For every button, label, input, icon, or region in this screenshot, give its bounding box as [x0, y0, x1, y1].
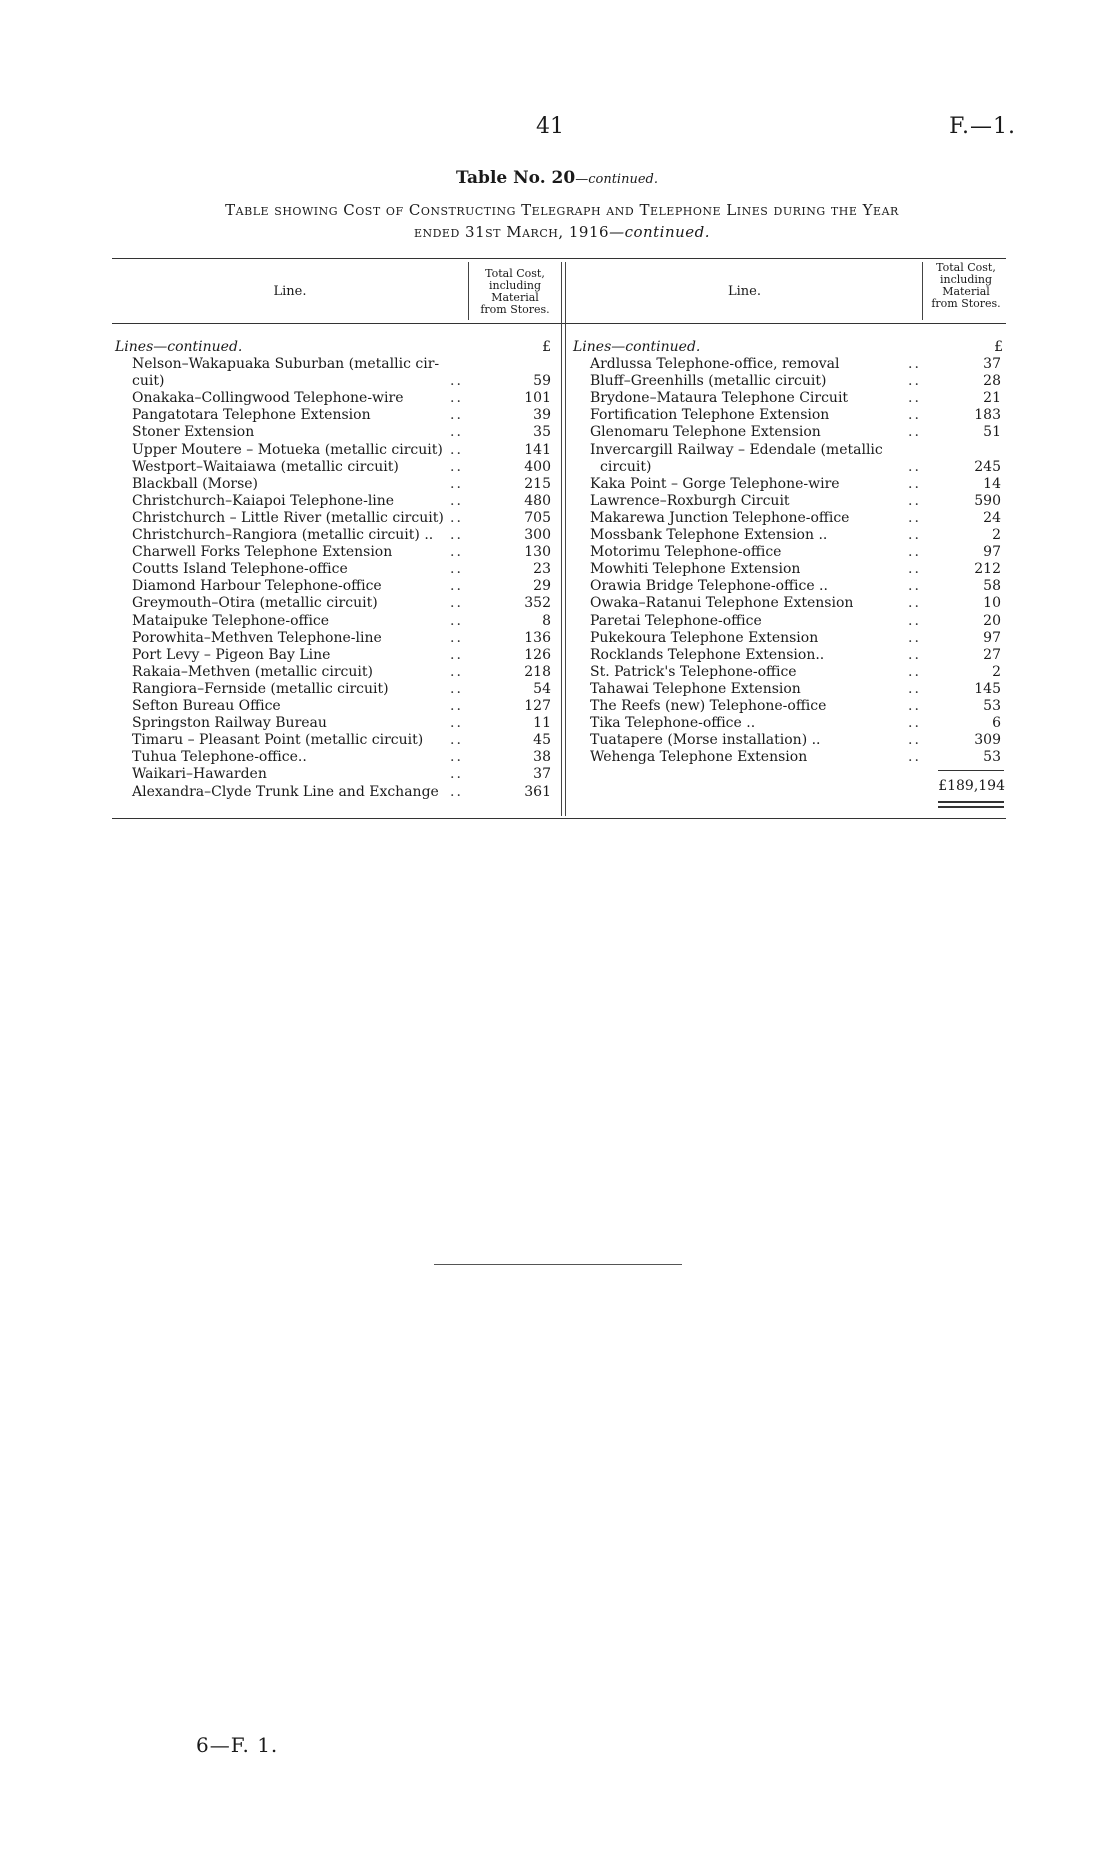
row-line-name: Christchurch–Kaiapoi Telephone-line	[132, 492, 395, 509]
row-line-name: Pukekoura Telephone Extension	[590, 629, 819, 646]
left-line-header: Line.	[273, 284, 307, 299]
row-line-name: cuit)	[132, 373, 165, 390]
row-cost-value: 24	[983, 509, 1001, 526]
table-row	[590, 715, 1005, 732]
row-leader-dots: ..	[450, 629, 463, 646]
row-cost-value: 37	[533, 766, 551, 783]
row-line-name: Glenomaru Telephone Extension	[590, 424, 821, 441]
table-row	[590, 698, 1005, 715]
row-leader-dots: ..	[908, 492, 921, 509]
row-line-name: Tuhua Telephone-office..	[132, 749, 307, 766]
table-row	[132, 476, 555, 493]
row-cost-value: 183	[974, 407, 1001, 424]
row-line-name: Westport–Waitaiawa (metallic circuit)	[132, 458, 399, 475]
row-leader-dots: ..	[908, 732, 921, 749]
table-row	[590, 578, 1005, 595]
table-row	[590, 544, 1005, 561]
table-row	[590, 647, 1005, 664]
row-cost-value: 53	[983, 698, 1001, 714]
row-line-name: Christchurch–Rangiora (metallic circuit) ..	[132, 527, 434, 543]
row-line-name: Rocklands Telephone Extension..	[590, 646, 825, 663]
table-row	[132, 647, 555, 664]
row-leader-dots: ..	[450, 424, 463, 441]
row-cost-value: 6	[992, 715, 1001, 732]
row-line-name: Motorimu Telephone-office	[590, 544, 782, 561]
row-line-name: Onakaka–Collingwood Telephone-wire	[132, 390, 404, 407]
row-leader-dots: ..	[908, 715, 921, 732]
row-line-name: Pangatotara Telephone Extension	[132, 407, 371, 424]
row-leader-dots: ..	[450, 441, 463, 458]
table-row	[132, 698, 555, 715]
table-row	[590, 732, 1005, 749]
row-line-name: Fortification Telephone Extension	[590, 407, 830, 424]
row-line-name: Orawia Bridge Telephone-office ..	[590, 578, 828, 595]
row-cost-value: 141	[524, 441, 551, 458]
table-row	[590, 476, 1005, 493]
table-row	[132, 595, 555, 612]
table-row	[590, 424, 1005, 441]
table-row	[132, 390, 555, 407]
row-cost-value: 21	[983, 390, 1001, 407]
table-row	[590, 356, 1005, 373]
row-leader-dots: ..	[908, 595, 921, 612]
table-row	[590, 390, 1005, 407]
row-line-name: Tahawai Telephone Extension	[590, 680, 801, 697]
row-leader-dots: ..	[908, 646, 921, 663]
row-line-name: Blackball (Morse)	[132, 475, 258, 492]
table-row	[590, 749, 1005, 766]
row-line-name: circuit)	[600, 458, 652, 475]
row-leader-dots: ..	[908, 698, 921, 714]
row-leader-dots: ..	[908, 390, 921, 407]
caption-line-2-suffix: —continued.	[609, 223, 711, 241]
right-currency-symbol: £	[994, 339, 1003, 355]
row-cost-value: 51	[983, 424, 1001, 441]
row-line-name: Paretai Telephone-office	[590, 612, 762, 629]
row-leader-dots: ..	[908, 458, 921, 475]
row-line-name: Timaru – Pleasant Point (metallic circuit)	[132, 732, 424, 749]
row-line-name: Greymouth–Otira (metallic circuit)	[132, 595, 378, 612]
row-line-name: Rangiora–Fernside (metallic circuit)	[132, 680, 389, 697]
row-line-name: Charwell Forks Telephone Extension	[132, 544, 393, 561]
row-leader-dots: ..	[450, 561, 463, 578]
row-leader-dots: ..	[908, 680, 921, 697]
row-line-name: Owaka–Ratanui Telephone Extension	[590, 595, 854, 612]
table-row	[132, 459, 555, 476]
row-cost-value: 45	[533, 732, 551, 749]
row-line-name: Stoner Extension	[132, 424, 255, 441]
center-divider-a	[561, 262, 562, 816]
row-cost-value: 11	[533, 715, 551, 732]
row-cost-value: 10	[983, 595, 1001, 612]
row-line-name: Mataipuke Telephone-office	[132, 612, 330, 629]
row-leader-dots: ..	[450, 390, 463, 407]
row-leader-dots: ..	[450, 544, 463, 561]
table-row	[590, 613, 1005, 630]
row-cost-value: 361	[524, 783, 551, 800]
table-row	[132, 732, 555, 749]
row-cost-value: 59	[533, 373, 551, 390]
row-line-name: Coutts Island Telephone-office	[132, 561, 348, 578]
row-line-name: Waikari–Hawarden	[132, 766, 267, 783]
row-cost-value: 14	[983, 475, 1001, 492]
table-row	[590, 373, 1005, 390]
left-section-label: Lines—continued.	[115, 339, 243, 355]
table-row	[132, 510, 555, 527]
row-leader-dots: ..	[450, 407, 463, 424]
row-cost-value: 39	[533, 407, 551, 424]
row-leader-dots: ..	[450, 595, 463, 612]
row-line-name: Nelson–Wakapuaka Suburban (metallic cir-	[132, 356, 440, 372]
row-leader-dots: ..	[450, 612, 463, 629]
left-section-heading	[115, 339, 555, 356]
row-cost-value: 245	[974, 458, 1001, 475]
row-leader-dots: ..	[450, 475, 463, 492]
row-leader-dots: ..	[450, 749, 463, 766]
row-cost-value: 28	[983, 373, 1001, 390]
row-leader-dots: ..	[450, 578, 463, 595]
row-leader-dots: ..	[908, 509, 921, 526]
left-cost-divider	[468, 262, 469, 320]
table-row	[132, 766, 555, 783]
table-row	[132, 664, 555, 681]
caption-line-2	[112, 221, 1012, 243]
cost-header-l2: including	[939, 273, 993, 286]
row-cost-value: 300	[524, 527, 551, 543]
row-line-name: Tika Telephone-office ..	[590, 715, 756, 732]
table-row	[590, 595, 1005, 612]
table-row	[132, 749, 555, 766]
row-line-name: St. Patrick's Telephone-office	[590, 663, 797, 680]
section-separator	[434, 1264, 682, 1265]
row-leader-dots: ..	[450, 663, 463, 680]
row-line-name: The Reefs (new) Telephone-office	[590, 698, 827, 714]
row-cost-value: 218	[524, 663, 551, 680]
row-cost-value: 53	[983, 749, 1001, 766]
table-row	[590, 527, 1005, 544]
row-line-name: Port Levy – Pigeon Bay Line	[132, 646, 331, 663]
table-row	[132, 715, 555, 732]
row-cost-value: 309	[974, 732, 1001, 749]
row-line-name: Bluff–Greenhills (metallic circuit)	[590, 373, 827, 390]
document-reference: F.—1.	[949, 114, 1016, 139]
row-cost-value: 54	[533, 680, 551, 697]
row-leader-dots: ..	[908, 475, 921, 492]
row-leader-dots: ..	[908, 749, 921, 766]
page-number: 41	[536, 114, 564, 139]
row-leader-dots: ..	[908, 629, 921, 646]
row-leader-dots: ..	[908, 663, 921, 680]
row-cost-value: 20	[983, 612, 1001, 629]
right-section-label: Lines—continued.	[573, 339, 701, 355]
row-cost-value: 2	[992, 527, 1001, 543]
row-leader-dots: ..	[450, 766, 463, 783]
row-leader-dots: ..	[450, 373, 463, 390]
row-leader-dots: ..	[450, 732, 463, 749]
row-leader-dots: ..	[450, 527, 463, 543]
left-cost-header	[470, 268, 560, 316]
table-row	[590, 664, 1005, 681]
table-title	[0, 168, 1114, 188]
row-cost-value: 145	[974, 680, 1001, 697]
table-top-rule	[112, 258, 1006, 259]
row-line-name: Upper Moutere – Motueka (metallic circuit)	[132, 441, 443, 458]
table-row	[590, 681, 1005, 698]
row-cost-value: 130	[524, 544, 551, 561]
table-row	[132, 407, 555, 424]
right-total	[900, 778, 1005, 795]
right-line-header: Line.	[728, 284, 761, 299]
row-cost-value: 480	[524, 492, 551, 509]
row-line-name: Mowhiti Telephone Extension	[590, 561, 801, 578]
center-divider-b	[565, 262, 566, 816]
row-cost-value: 38	[533, 749, 551, 766]
table-row	[132, 544, 555, 561]
cost-header-l4: from Stores.	[480, 303, 550, 316]
row-cost-value: 37	[983, 356, 1001, 372]
table-row	[132, 442, 555, 459]
row-leader-dots: ..	[908, 527, 921, 543]
caption-line-1: Table showing Cost of Constructing Telegraph and Telephone Lines during the Year	[225, 201, 899, 219]
row-leader-dots: ..	[908, 578, 921, 595]
table-row	[132, 613, 555, 630]
table-row	[132, 373, 555, 390]
row-line-name: Christchurch – Little River (metallic circuit)	[132, 509, 444, 526]
row-line-name: Porowhita–Methven Telephone-line	[132, 629, 382, 646]
table-row	[132, 493, 555, 510]
row-leader-dots: ..	[450, 783, 463, 800]
row-leader-dots: ..	[908, 424, 921, 441]
table-row	[132, 356, 555, 373]
table-row	[590, 407, 1005, 424]
row-cost-value: 27	[983, 646, 1001, 663]
row-cost-value: 58	[983, 578, 1001, 595]
cost-header-l1: Total Cost,	[485, 267, 545, 280]
row-cost-value: 352	[524, 595, 551, 612]
row-leader-dots: ..	[450, 715, 463, 732]
row-leader-dots: ..	[908, 544, 921, 561]
cost-header-l2: including	[488, 279, 542, 292]
table-title-suffix: —continued.	[575, 172, 658, 187]
row-cost-value: 8	[542, 612, 551, 629]
row-leader-dots: ..	[450, 698, 463, 714]
table-row	[132, 630, 555, 647]
table-row	[590, 561, 1005, 578]
total-top-rule	[938, 770, 1004, 771]
total-double-rule-1	[938, 801, 1004, 803]
cost-header-l1: Total Cost,	[936, 261, 996, 274]
row-cost-value: 29	[533, 578, 551, 595]
table-row	[590, 510, 1005, 527]
row-line-name: Lawrence–Roxburgh Circuit	[590, 492, 790, 509]
row-leader-dots: ..	[450, 680, 463, 697]
row-leader-dots: ..	[908, 356, 921, 372]
row-line-name: Sefton Bureau Office	[132, 698, 281, 714]
row-line-name: Alexandra–Clyde Trunk Line and Exchange	[132, 783, 439, 800]
row-cost-value: 35	[533, 424, 551, 441]
row-leader-dots: ..	[908, 612, 921, 629]
row-line-name: Wehenga Telephone Extension	[590, 749, 808, 766]
table-row	[132, 561, 555, 578]
cost-header-l4: from Stores.	[931, 297, 1001, 310]
row-line-name: Mossbank Telephone Extension ..	[590, 527, 828, 543]
right-cost-divider	[922, 262, 923, 320]
row-cost-value: 97	[983, 629, 1001, 646]
row-line-name: Kaka Point – Gorge Telephone-wire	[590, 475, 840, 492]
table-row	[132, 784, 555, 801]
cost-header-l3: Material	[491, 291, 539, 304]
right-total-value: £189,194	[938, 778, 1005, 794]
table-row	[590, 493, 1005, 510]
row-line-name: Invercargill Railway – Edendale (metallic	[590, 441, 883, 458]
row-cost-value: 215	[524, 475, 551, 492]
table-row	[590, 630, 1005, 647]
row-leader-dots: ..	[908, 407, 921, 424]
row-line-name: Ardlussa Telephone-office, removal	[590, 356, 840, 372]
table-title-main: Table No. 20	[456, 168, 576, 188]
caption-line-2-text: ended 31st March, 1916	[413, 223, 610, 241]
row-line-name: Rakaia–Methven (metallic circuit)	[132, 663, 373, 680]
row-line-name: Diamond Harbour Telephone-office	[132, 578, 382, 595]
table-row	[132, 424, 555, 441]
row-leader-dots: ..	[450, 458, 463, 475]
row-leader-dots: ..	[450, 646, 463, 663]
row-leader-dots: ..	[450, 509, 463, 526]
table-row	[132, 681, 555, 698]
row-cost-value: 400	[524, 458, 551, 475]
row-line-name: Tuatapere (Morse installation) ..	[590, 732, 821, 749]
row-cost-value: 590	[974, 492, 1001, 509]
table-row	[132, 578, 555, 595]
table-row	[590, 442, 1005, 459]
cost-header-l3: Material	[942, 285, 990, 298]
row-line-name: Makarewa Junction Telephone-office	[590, 509, 850, 526]
table-row	[590, 459, 1005, 476]
row-cost-value: 2	[992, 663, 1001, 680]
row-cost-value: 705	[524, 509, 551, 526]
row-cost-value: 212	[974, 561, 1001, 578]
header-bottom-rule	[112, 323, 1006, 324]
row-cost-value: 101	[524, 390, 551, 407]
total-double-rule-2	[938, 806, 1004, 808]
left-currency-symbol: £	[542, 339, 551, 355]
right-section-heading	[573, 339, 1005, 356]
signature-reference: 6—F. 1.	[196, 1733, 279, 1757]
row-cost-value: 136	[524, 629, 551, 646]
row-line-name: Springston Railway Bureau	[132, 715, 327, 732]
row-leader-dots: ..	[908, 373, 921, 390]
right-cost-header	[924, 262, 1008, 310]
table-row	[132, 527, 555, 544]
table-caption	[112, 199, 1012, 243]
row-line-name: Brydone–Mataura Telephone Circuit	[590, 390, 849, 407]
row-cost-value: 127	[524, 698, 551, 714]
row-leader-dots: ..	[450, 492, 463, 509]
table-bottom-rule	[112, 818, 1006, 819]
row-cost-value: 97	[983, 544, 1001, 561]
row-leader-dots: ..	[908, 561, 921, 578]
row-cost-value: 23	[533, 561, 551, 578]
row-cost-value: 126	[524, 646, 551, 663]
